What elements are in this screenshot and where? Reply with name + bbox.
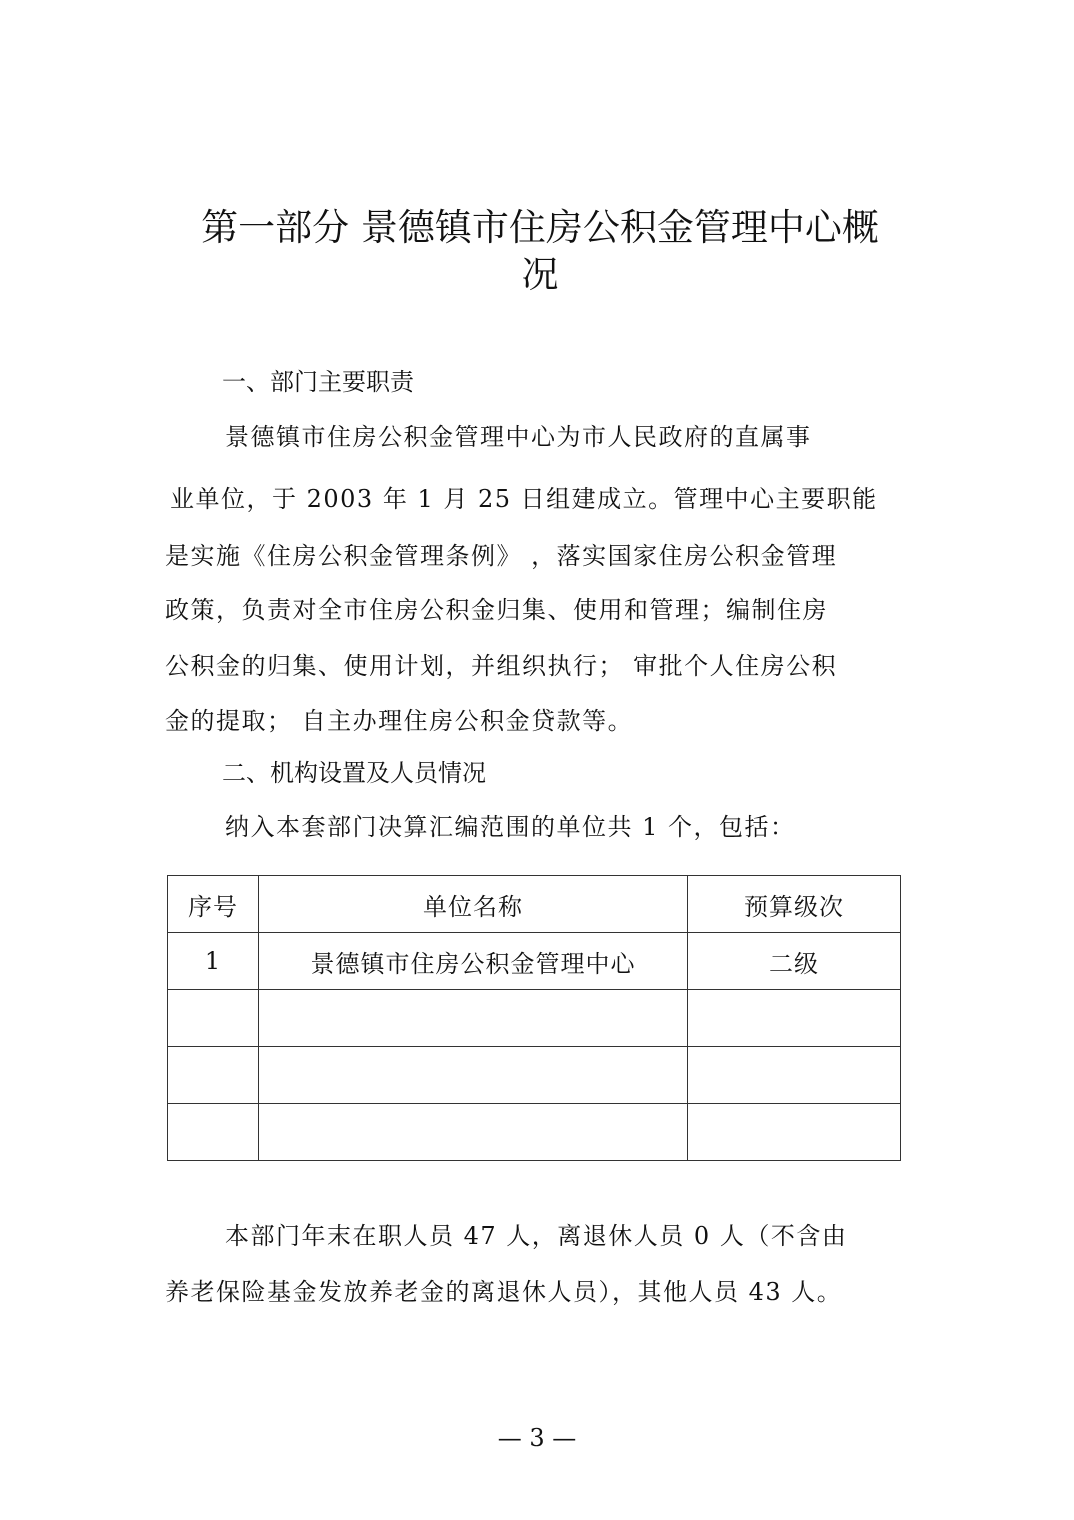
- table-row: [168, 990, 901, 1047]
- duties-paragraph-line: 业单位，于 2003 年 1 月 25 日组建成立。管理中心主要职能: [170, 485, 878, 513]
- table-row: [168, 1047, 901, 1104]
- cell-budget-level: [688, 990, 901, 1047]
- header-index: 序号: [168, 876, 259, 933]
- units-table: [167, 875, 901, 1161]
- section-heading-organization: 二、机构设置及人员情况: [222, 759, 486, 787]
- staff-paragraph-line: 本部门年末在职人员 47 人，离退休人员 0 人（不含由: [225, 1222, 848, 1250]
- cell-unit-name: [259, 1104, 688, 1161]
- header-unit-name: 单位名称: [259, 876, 688, 933]
- page-title-line-1: 第一部分 景德镇市住房公积金管理中心概: [201, 206, 879, 249]
- cell-unit-name: [259, 1047, 688, 1104]
- duties-paragraph-line: 金的提取； 自主办理住房公积金贷款等。: [165, 707, 634, 735]
- units-intro: 纳入本套部门决算汇编范围的单位共 1 个，包括：: [225, 813, 796, 841]
- cell-budget-level: [688, 1047, 901, 1104]
- duties-paragraph-line: 景德镇市住房公积金管理中心为市人民政府的直属事: [225, 423, 812, 451]
- page-number: — 3 —: [497, 1424, 577, 1452]
- table-row: [168, 933, 901, 990]
- page-title-line-2: 况: [521, 253, 559, 296]
- header-budget-level: 预算级次: [688, 876, 901, 933]
- duties-paragraph-line: 政策，负责对全市住房公积金归集、使用和管理；编制住房: [165, 596, 828, 624]
- table-header-row: [168, 876, 901, 933]
- cell-unit-name: 景德镇市住房公积金管理中心: [259, 933, 688, 990]
- cell-index: [168, 1104, 259, 1161]
- cell-index: 1: [168, 933, 259, 990]
- cell-budget-level: 二级: [688, 933, 901, 990]
- cell-budget-level: [688, 1104, 901, 1161]
- duties-paragraph-line: 公积金的归集、使用计划，并组织执行； 审批个人住房公积: [165, 652, 838, 680]
- cell-unit-name: [259, 990, 688, 1047]
- cell-index: [168, 990, 259, 1047]
- staff-paragraph-line: 养老保险基金发放养老金的离退休人员），其他人员 43 人。: [165, 1278, 843, 1306]
- table-row: [168, 1104, 901, 1161]
- section-heading-duties: 一、部门主要职责: [222, 368, 414, 396]
- cell-index: [168, 1047, 259, 1104]
- duties-paragraph-line: 是实施《住房公积金管理条例》 ，落实国家住房公积金管理: [165, 542, 838, 570]
